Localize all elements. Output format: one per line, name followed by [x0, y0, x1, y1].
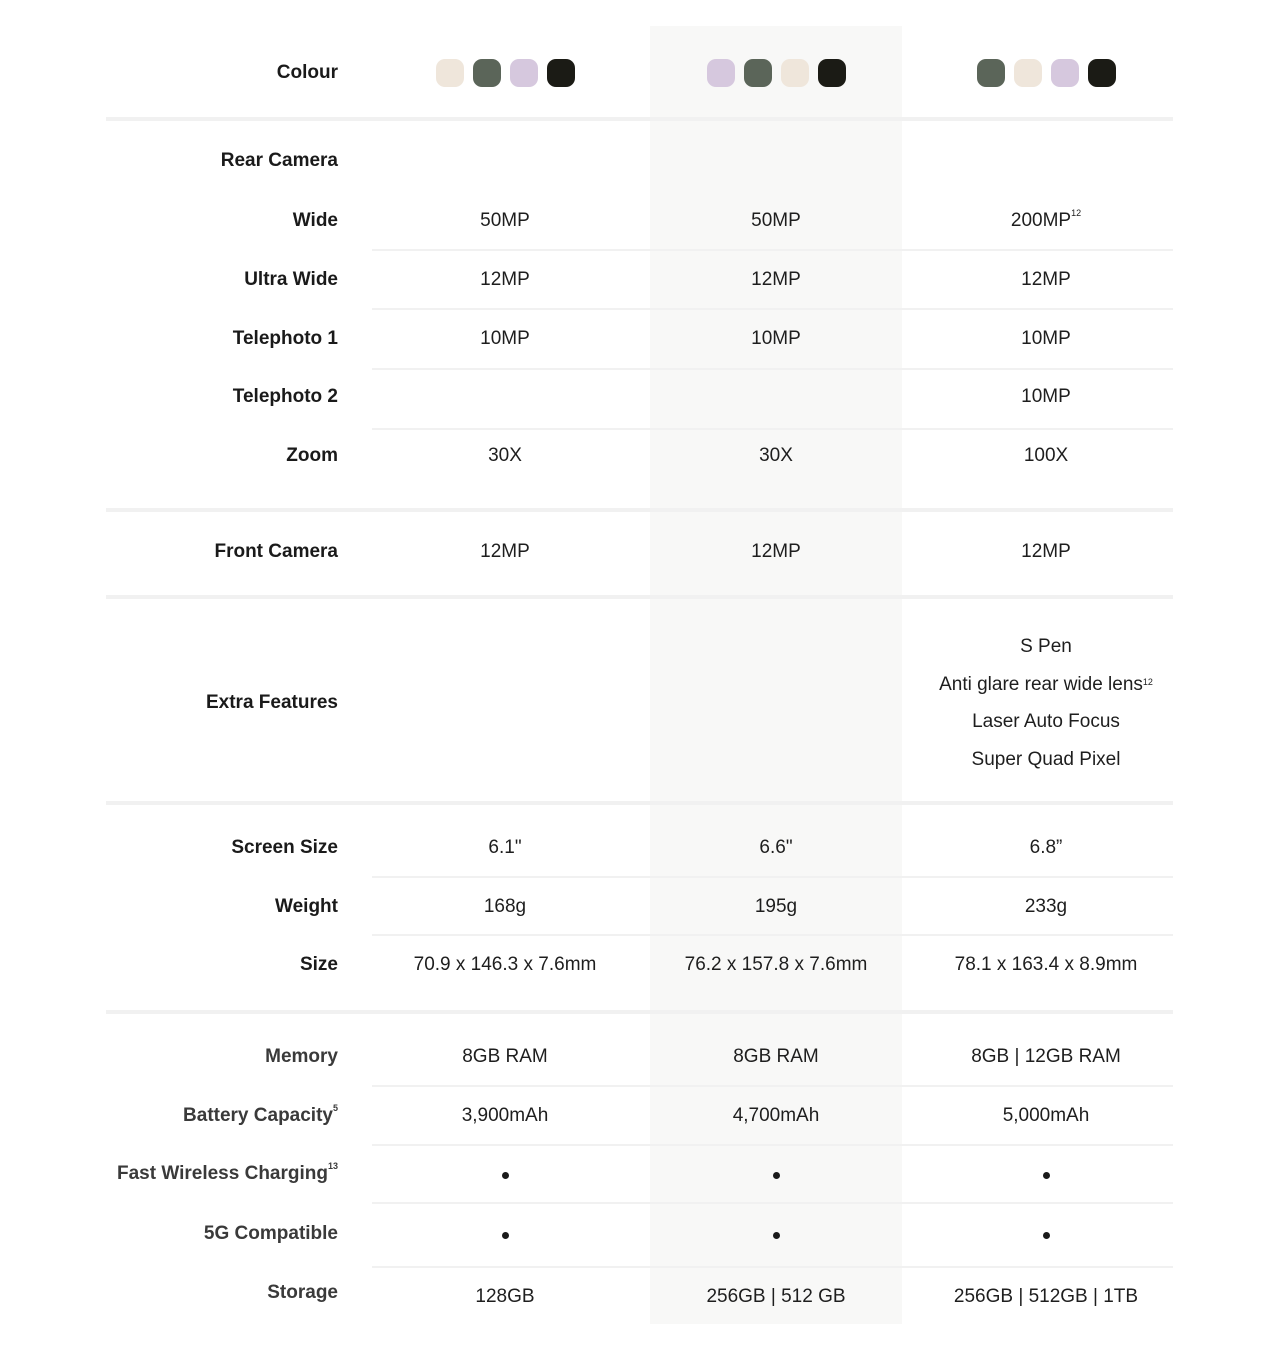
- front-camera-value-2: 12MP: [751, 541, 801, 562]
- divider: [372, 249, 1173, 251]
- divider: [106, 801, 1173, 805]
- front-camera-value-3: 12MP: [1021, 541, 1071, 562]
- divider: [372, 934, 1173, 936]
- wide-value-2: 50MP: [751, 210, 801, 231]
- memory-label: Memory: [265, 1046, 338, 1067]
- feature-item: S Pen: [1020, 636, 1072, 657]
- footnote-marker: 5: [332, 1103, 338, 1113]
- telephoto2-label: Telephoto 2: [232, 386, 338, 407]
- battery-value-1: 3,900mAh: [461, 1105, 549, 1126]
- zoom-value-2: 30X: [759, 445, 793, 466]
- swatch-green[interactable]: [473, 59, 501, 87]
- divider: [372, 1085, 1173, 1087]
- wireless-label-text: Fast Wireless Charging: [116, 1163, 328, 1184]
- swatch-cream[interactable]: [781, 59, 809, 87]
- zoom-value-1: 30X: [488, 445, 522, 466]
- wide-value-3-text: 200MP: [1010, 210, 1072, 231]
- swatch-black[interactable]: [1088, 59, 1116, 87]
- divider: [106, 117, 1173, 121]
- screen-size-value-3: 6.8”: [1029, 837, 1063, 858]
- bullet-icon: [1043, 1172, 1050, 1179]
- feature-item: Laser Auto Focus: [972, 711, 1120, 732]
- bullet-icon: [773, 1232, 780, 1239]
- front-camera-label: Front Camera: [214, 541, 338, 562]
- storage-value-1: 128GB: [475, 1286, 535, 1307]
- swatch-cream[interactable]: [436, 59, 464, 87]
- colour-label: Colour: [276, 62, 338, 83]
- zoom-value-3: 100X: [1023, 445, 1069, 466]
- fiveg-label: 5G Compatible: [203, 1223, 338, 1244]
- divider: [372, 1266, 1173, 1268]
- footnote-marker: 12: [1071, 208, 1082, 218]
- feature-item: Super Quad Pixel: [971, 748, 1121, 770]
- swatch-lavender[interactable]: [1051, 59, 1079, 87]
- weight-value-1: 168g: [483, 896, 527, 917]
- wide-value-1: 50MP: [480, 210, 530, 231]
- divider: [372, 876, 1173, 878]
- extra-features-list: [916, 628, 1176, 778]
- swatch-lavender[interactable]: [707, 59, 735, 87]
- battery-value-2: 4,700mAh: [732, 1105, 820, 1126]
- battery-label: [183, 1105, 338, 1127]
- ultra-wide-value-1: 12MP: [480, 269, 530, 290]
- battery-value-3: 5,000mAh: [1002, 1105, 1090, 1126]
- telephoto1-value-2: 10MP: [751, 328, 801, 349]
- swatch-cream[interactable]: [1014, 59, 1042, 87]
- bullet-icon: [1043, 1232, 1050, 1239]
- storage-label: Storage: [267, 1282, 338, 1303]
- wide-label: Wide: [292, 210, 338, 231]
- model-1-swatches: [375, 59, 635, 87]
- weight-value-2: 195g: [754, 896, 798, 917]
- screen-size-value-2: 6.6": [759, 837, 793, 858]
- wireless-dot-1: [375, 1163, 635, 1185]
- fiveg-dot-2: [646, 1223, 906, 1245]
- memory-value-3: 8GB | 12GB RAM: [971, 1046, 1121, 1067]
- swatch-black[interactable]: [818, 59, 846, 87]
- footnote-marker: 12: [1142, 676, 1153, 687]
- model-3-swatches: [916, 59, 1176, 87]
- fiveg-dot-1: [375, 1223, 635, 1245]
- feature-item-text: Anti glare rear wide lens: [939, 673, 1143, 695]
- divider: [372, 1202, 1173, 1204]
- swatch-black[interactable]: [547, 59, 575, 87]
- screen-size-label: Screen Size: [231, 837, 338, 858]
- wide-value-3: [916, 210, 1176, 232]
- storage-value-3: 256GB | 512GB | 1TB: [953, 1286, 1139, 1307]
- bullet-icon: [502, 1172, 509, 1179]
- memory-value-2: 8GB RAM: [733, 1046, 819, 1067]
- size-value-2: 76.2 x 157.8 x 7.6mm: [684, 954, 868, 975]
- wireless-dot-2: [646, 1163, 906, 1185]
- divider: [372, 368, 1173, 370]
- size-label: Size: [299, 954, 338, 975]
- divider: [372, 308, 1173, 310]
- weight-value-3: 233g: [1024, 896, 1068, 917]
- front-camera-value-1: 12MP: [480, 541, 530, 562]
- swatch-lavender[interactable]: [510, 59, 538, 87]
- telephoto2-value-3: 10MP: [1021, 386, 1071, 407]
- swatch-green[interactable]: [977, 59, 1005, 87]
- bullet-icon: [502, 1232, 509, 1239]
- wireless-dot-3: [916, 1163, 1176, 1185]
- rear-camera-label: Rear Camera: [220, 150, 338, 171]
- extra-features-label: Extra Features: [205, 692, 338, 713]
- divider: [372, 428, 1173, 430]
- telephoto1-label: Telephoto 1: [232, 328, 338, 349]
- telephoto1-value-1: 10MP: [480, 328, 530, 349]
- divider: [372, 1144, 1173, 1146]
- bullet-icon: [773, 1172, 780, 1179]
- swatch-green[interactable]: [744, 59, 772, 87]
- memory-value-1: 8GB RAM: [462, 1046, 548, 1067]
- weight-label: Weight: [275, 896, 338, 917]
- size-value-3: 78.1 x 163.4 x 8.9mm: [954, 954, 1138, 975]
- divider: [106, 508, 1173, 512]
- zoom-label: Zoom: [286, 445, 338, 466]
- fiveg-dot-3: [916, 1223, 1176, 1245]
- model-2-swatches: [646, 59, 906, 87]
- battery-label-text: Battery Capacity: [183, 1105, 333, 1126]
- ultra-wide-label: Ultra Wide: [244, 269, 338, 290]
- telephoto1-value-3: 10MP: [1021, 328, 1071, 349]
- divider: [106, 595, 1173, 599]
- footnote-marker: 13: [327, 1161, 338, 1171]
- ultra-wide-value-3: 12MP: [1021, 269, 1071, 290]
- feature-item: [916, 666, 1176, 704]
- wireless-label: [117, 1163, 338, 1185]
- size-value-1: 70.9 x 146.3 x 7.6mm: [413, 954, 597, 975]
- divider: [106, 1010, 1173, 1014]
- screen-size-value-1: 6.1": [488, 837, 522, 858]
- ultra-wide-value-2: 12MP: [751, 269, 801, 290]
- storage-value-2: 256GB | 512 GB: [706, 1286, 846, 1307]
